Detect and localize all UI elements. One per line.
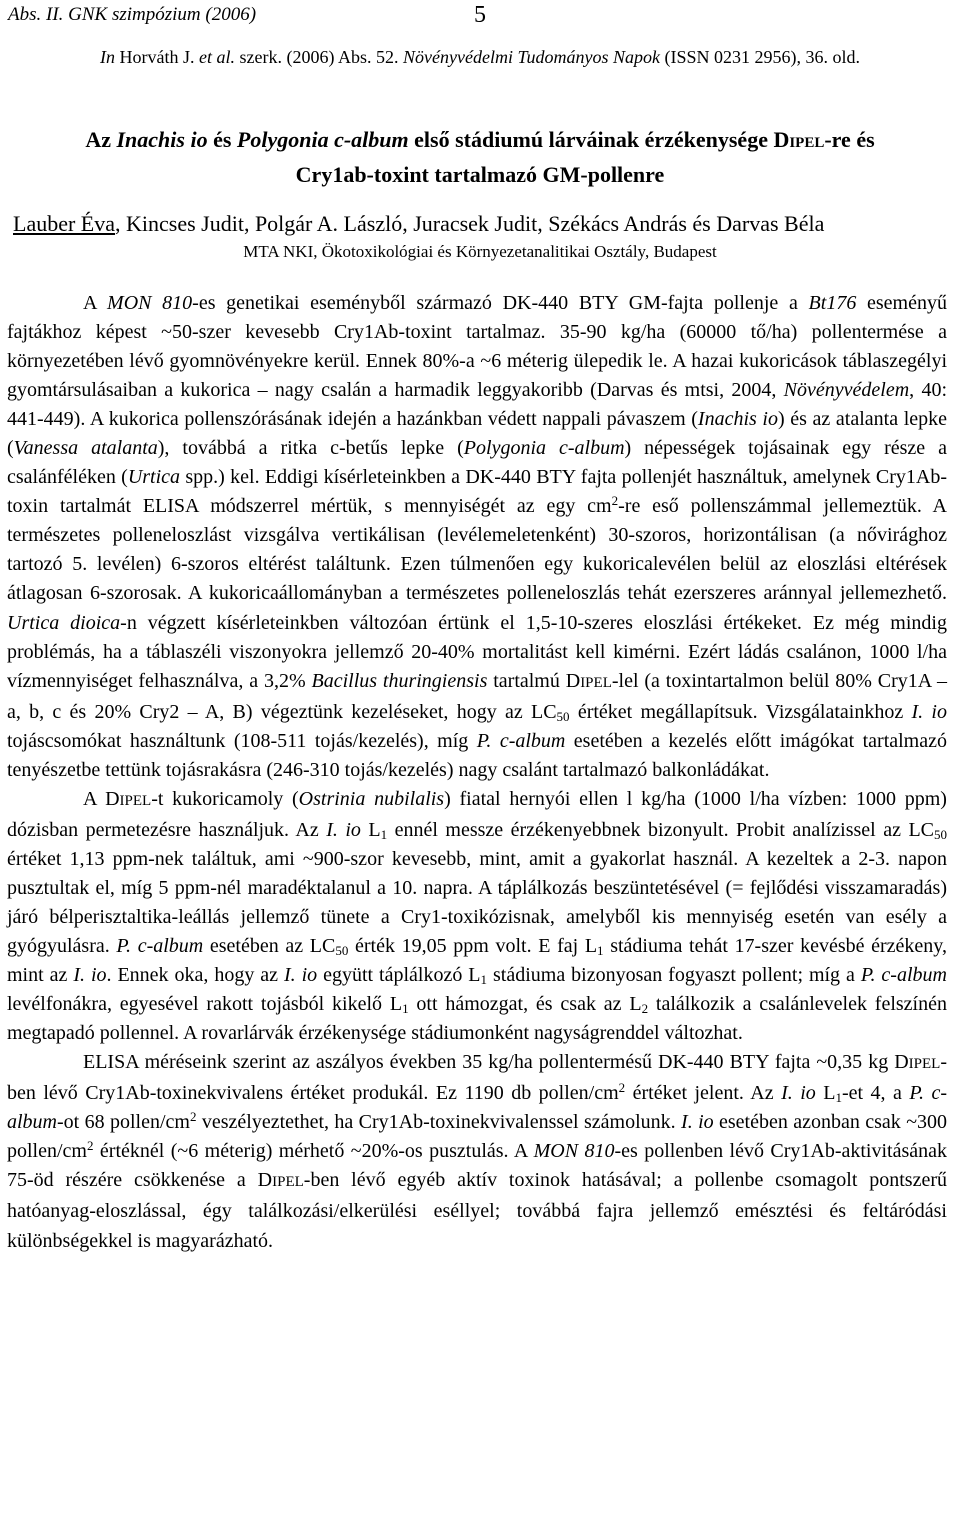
paragraph-1: A MON 810-es genetikai eseményből származó DK-440 BTY GM-fajta pollenje a Bt176 eseményű fajtákhoz képest ~50-szer kevesebb Cry1Ab-toxint tartalmaz. 35-90 kg/ha (60000 tő/ha) pollentermése a környezetében lévő gyomnövényekre kerül. Ennek 80%-a ~6 méterig ülepedik le. A hazai kukoricások táblaszegélyi gyomtársulásaiban a kukorica – nagy csalán a harmadik leggyakoribb (Darvas és mtsi, 2004, Növényvédelem, 40: 441-449). A kukorica pollenszórásának idején a hazánkban védett nappali pávaszem (Inachis io) és az atalanta lepke (Vanessa atalanta), továbbá a ritka c-betűs lepke (Polygonia c-album) népességek tojásainak egy része a csalánféléken (Urtica spp.) kel. Eddigi kísérleteinkben a DK-440 BTY fajta pollenjét használtuk, amelynek Cry1Ab-toxin tartalmát ELISA módszerrel mértük, s mennyiségét az egy $cm^2-re$ eső pollenszámmal jellemeztük. A természetes polleneloszlást vizsgálva vertikálisan (levélemeletenként) 30-szoros, horizontálisan (a nővirághoz tartozó 5. levélen) 6-szoros eltérést találtunk. Ezen túlmenően egy kukoricalevélen belül az eloszlási eltérések átlagosan 6-szorosak. A kukoricaállományban a természetes polleneloszlás tehát ezerszeres aránnyal jellemezhető. Urtica dioica-n végzett kísérleteinkben változóan értünk el 1,5-10-szeres eloszlási értékeket. Ez még mindig problémás, ha a táblaszéli viszonyokra jellemző 20-40% mortalitást kell kimérni. Ezért ládás csalánon, 1000 l/ha vízmennyiséget felhasználva, a 3,2% Bacillus thuringiensis tartalmú DIPEL-lel (a toxintartalmon belül 80% Cry1A – a, b, c és 20% Cry2 – A, B) végeztünk kezeléseket, hogy az $LC_{50}$ értéket megállapítsuk. Vizsgálatainkhoz I. io tojáscsomókat használtunk (108-511 tojás/kezelés), míg P. c-album esetében a kezelés előtt imágókat tartalmazó tenyészetbe tettünk tojásrakásra (246-310 tojás/kezelés) nagy csalánt tartalmazó balkonládákat. (7, 292, 948, 781)
presenting-author: Lauber Éva (13, 211, 115, 236)
author-list: Lauber Éva, Kincses Judit, Polgár A. László, Juracsek Judit, Székács András és Darvas Béla (13, 211, 825, 236)
paper-title: Az Inachis io és Polygonia c-album első stádiumú lárváinak érzékenysége DIPEL-re és Cry1ab-toxint tartalmazó GM-pollenre (85, 127, 875, 187)
page-number: 5 (474, 2, 486, 28)
abstract-body (7, 289, 947, 1256)
affiliation: MTA NKI, Ökotoxikológiai és Környezetanalitikai Osztály, Budapest (243, 242, 717, 261)
paragraph-3: ELISA méréseink szerint az aszályos években 35 kg/ha pollentermésű DK-440 BTY fajta ~0,35 kg DIPEL-ben lévő Cry1Ab-toxinekvivalens értéket produkál. Ez 1190 db pollen/$cm^2$ értéket jelent. Az I. io $L_1-et$ 4, a P. c-album-ot 68 pollen/$cm^2$ veszélyeztethet, ha Cry1Ab-toxinekvivalenssel számolunk. I. io esetében azonban csak ~300 pollen/$cm^2$ értéknél (~6 méterig) mérhető ~20%-os pusztulás. A MON 810-es pollenben lévő Cry1Ab-aktivitásának 75-öd részére csökkenése a DIPEL-ben lévő egyéb aktív toxinok hatásával; a pollenbe csomagolt pontszerű hatóanyag-eloszlással, égy találkozási/elkerülési eséllyel; továbbá fajra jellemző emésztési és feltáródási különbségekkel is magyarázható. (7, 1051, 948, 1252)
paragraph-2: A DIPEL-t kukoricamoly (Ostrinia nubilalis) fiatal hernyói ellen l kg/ha (1000 l/ha vízben: 1000 ppm) dózisban permetezésre használjuk. Az I. io $L_1$ ennél messze érzékenyebbnek bizonyult. Probit analízissel az $LC_{50}$ értéket 1,13 ppm-nek találtuk, ami ~900-szor kevesebb, mint, amit a gyakorlat használ. A kezeltek a 2-3. napon pusztultak el, míg 5 ppm-nél maradéktalanul a 10. napra. A táplálkozás beszüntetésével (= fejlődési visszamaradás) járó bélperisztaltika-leállás jellemző tünete a Cry1-toxikózisnak, amelyből kis mennyiség esetén van esély a gyógyulásra. P. c-album esetében az $LC_{50}$ érték 19,05 ppm volt. E faj $L_1$ stádiuma tehát 17-szer kevésbé érzékeny, mint az I. io. Ennek oka, hogy az I. io együtt táplálkozó $L_1$ stádiuma bizonyosan fogyaszt pollent; míg a P. c-album levélfonákra, egyesével rakott tojásból kikelő $L_1$ ott hámozgat, és csak az $L_2$ találkozik a csalánlevelek felszínén megtapadó pollennel. A rovarlárvák érzékenysége stádiumonként nagyságrenddel változhat. (7, 787, 948, 1045)
citation-line: In Horváth J. et al. szerk. (2006) Abs. 52. Növényvédelmi Tudományos Napok (ISSN 0231 2956), 36. old. (100, 47, 860, 67)
running-header: Abs. II. GNK szimpózium (2006) (8, 4, 257, 25)
